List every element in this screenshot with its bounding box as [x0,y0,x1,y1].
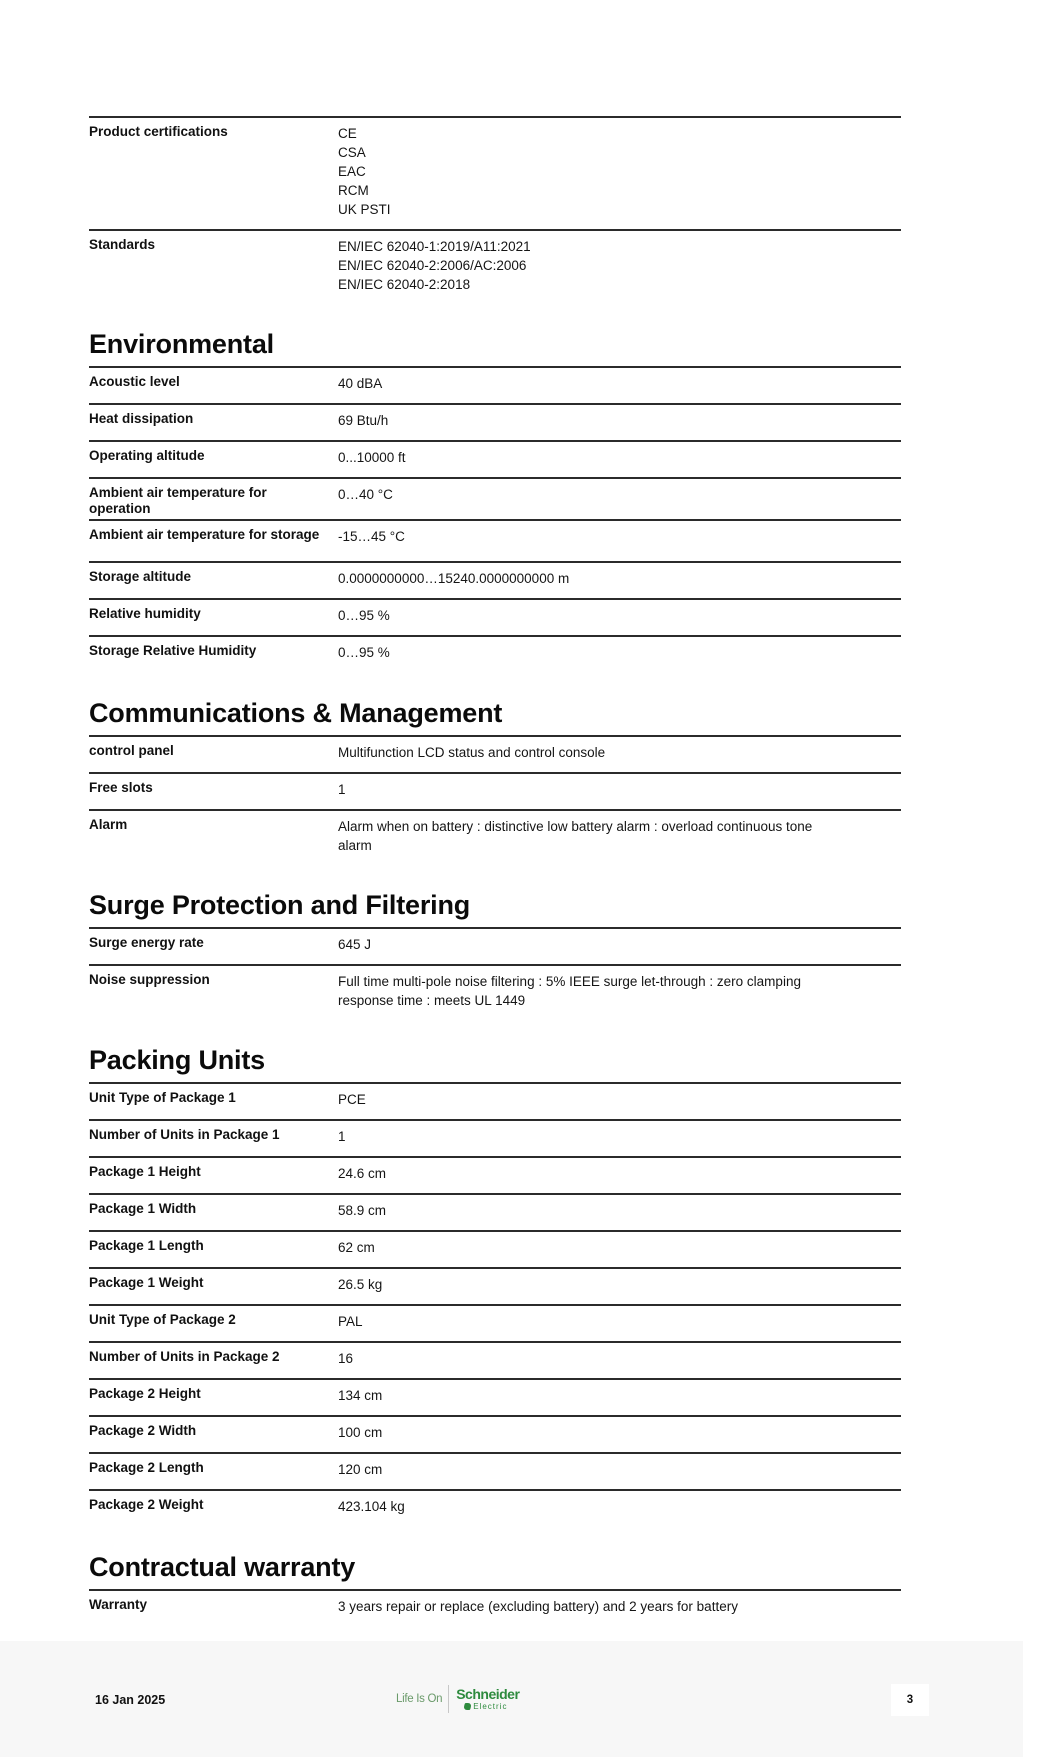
page-number-text: 3 [906,1694,914,1706]
page-footer [0,1641,1023,1757]
brand-logo [396,1685,519,1713]
spec-value-line: EN/IEC 62040-2:2018 [338,277,471,292]
spec-value [338,442,901,477]
spec-row [89,1156,901,1193]
brand-sub [456,1702,519,1711]
spec-value [338,1084,901,1119]
spec-value-line: CSA [338,145,366,160]
spec-value-line: 24.6 cm [338,1166,387,1181]
spec-value [338,1591,901,1626]
spec-value-line: 0…40 °C [338,487,393,502]
spec-label: Acoustic level [89,374,180,389]
spec-row [89,1267,901,1304]
spec-value-line: 645 J [338,937,372,952]
spec-label: Noise suppression [89,972,210,987]
spec-value-line: CE [338,126,357,141]
spec-value-line: 0…95 % [338,645,390,660]
spec-value-line: UK PSTI [338,202,391,217]
spec-row [89,598,901,635]
spec-label: Surge energy rate [89,935,204,950]
spec-value-line: 69 Btu/h [338,413,389,428]
spec-row [89,477,901,519]
spec-label: Number of Units in Package 1 [89,1127,280,1142]
spec-row [89,927,901,964]
spec-row [89,1230,901,1267]
spec-value-line: 134 cm [338,1388,383,1403]
spec-label: Unit Type of Package 1 [89,1090,236,1105]
section-title: Contractual warranty [89,1552,356,1582]
spec-row [89,519,901,561]
spec-value-line: 16 [338,1351,354,1366]
spec-value [338,1343,901,1378]
spec-label: Standards [89,237,156,252]
spec-label: Heat dissipation [89,411,194,426]
spec-value-line: 62 cm [338,1240,375,1255]
spec-value [338,811,901,866]
spec-value [338,231,901,292]
spec-label: Package 1 Weight [89,1275,204,1290]
spec-label: Package 1 Width [89,1201,197,1216]
spec-label: Ambient air temperature for storage [89,527,320,542]
spec-value [338,1491,901,1526]
spec-value [338,1158,901,1193]
spec-section [89,327,901,672]
brand-sub-text: Electric [473,1702,508,1711]
spec-value [338,479,901,519]
spec-section [89,116,901,292]
spec-row [89,964,901,1021]
spec-label: Warranty [89,1597,148,1612]
spec-value [338,966,901,1021]
spec-label: Package 1 Length [89,1238,204,1253]
spec-value-line: 26.5 kg [338,1277,383,1292]
spec-value-line: EN/IEC 62040-2:2006/AC:2006 [338,258,527,273]
spec-row [89,366,901,403]
brand-tagline: Life Is On [396,1693,443,1705]
leaf-icon [463,1703,472,1710]
spec-label: Package 2 Width [89,1423,197,1438]
spec-value-line: Alarm when on battery : distinctive low battery alarm : overload continuous tone alarm [338,819,813,853]
spec-value-line: Multifunction LCD status and control console [338,745,606,760]
spec-value [338,1269,901,1304]
spec-row [89,1193,901,1230]
spec-value-line: PAL [338,1314,363,1329]
spec-value-line: Full time multi-pole noise filtering : 5% IEEE surge let-through : zero clamping response time : meets UL 1449 [338,974,801,1008]
spec-value-line: 423.104 kg [338,1499,405,1514]
spec-label: Alarm [89,817,128,832]
spec-value-line: 3 years repair or replace (excluding battery) and 2 years for battery [338,1599,738,1614]
spec-value [338,521,901,561]
spec-row [89,229,901,292]
brand-name: Schneider [456,1686,520,1702]
spec-label: Package 2 Height [89,1386,201,1401]
spec-value-line: 40 dBA [338,376,383,391]
spec-row [89,1304,901,1341]
spec-value-line: 0.0000000000…15240.0000000000 m [338,571,570,586]
spec-value-line: -15…45 °C [338,529,405,544]
spec-label: Storage altitude [89,569,192,584]
spec-section [89,888,901,1021]
spec-value-line: 1 [338,1129,346,1144]
spec-value-line: EN/IEC 62040-1:2019/A11:2021 [338,239,531,254]
spec-value-line: RCM [338,183,369,198]
spec-value-line: PCE [338,1092,366,1107]
spec-row [89,1589,901,1626]
spec-row [89,403,901,440]
spec-label: Unit Type of Package 2 [89,1312,236,1327]
spec-label: Storage Relative Humidity [89,643,257,658]
spec-label: Operating altitude [89,448,205,463]
schneider-logo [456,1687,519,1711]
spec-row [89,561,901,598]
spec-row [89,809,901,866]
spec-value [338,1121,901,1156]
spec-value [338,637,901,672]
spec-section [89,1550,901,1626]
spec-row [89,116,901,229]
spec-value [338,405,901,440]
spec-value [338,563,901,598]
spec-row [89,1341,901,1378]
spec-label: Package 1 Height [89,1164,201,1179]
spec-label: Free slots [89,780,153,795]
spec-label: control panel [89,743,174,758]
spec-value [338,368,901,403]
spec-value-line: 1 [338,782,346,797]
spec-row [89,1119,901,1156]
footer-date: 16 Jan 2025 [95,1693,166,1707]
spec-section [89,1043,901,1526]
spec-row [89,1082,901,1119]
section-title: Environmental [89,329,274,359]
spec-row [89,635,901,672]
spec-label: Ambient air temperature for operation [89,485,267,516]
spec-value-line: 58.9 cm [338,1203,387,1218]
spec-row [89,1415,901,1452]
spec-label: Package 2 Length [89,1460,204,1475]
spec-value-line: EAC [338,164,366,179]
spec-row [89,735,901,772]
brand-divider [448,1685,449,1713]
spec-row [89,1452,901,1489]
spec-row [89,1378,901,1415]
spec-value [338,1417,901,1452]
spec-label: Relative humidity [89,606,201,621]
spec-value [338,1232,901,1267]
spec-value [338,774,901,809]
spec-value [338,1454,901,1489]
page-number [891,1684,929,1716]
spec-value [338,737,901,772]
spec-row [89,1489,901,1526]
spec-label: Package 2 Weight [89,1497,204,1512]
section-title: Packing Units [89,1045,265,1075]
spec-value [338,118,901,229]
spec-value [338,929,901,964]
spec-value [338,600,901,635]
spec-value [338,1195,901,1230]
spec-value [338,1306,901,1341]
spec-label: Product certifications [89,124,228,139]
section-title: Communications & Management [89,698,503,728]
spec-value-line: 120 cm [338,1462,383,1477]
spec-row [89,772,901,809]
spec-value-line: 0...10000 ft [338,450,406,465]
spec-value-line: 100 cm [338,1425,383,1440]
section-title: Surge Protection and Filtering [89,890,471,920]
spec-section [89,696,901,866]
spec-value [338,1380,901,1415]
spec-row [89,440,901,477]
spec-value-line: 0…95 % [338,608,390,623]
spec-label: Number of Units in Package 2 [89,1349,280,1364]
